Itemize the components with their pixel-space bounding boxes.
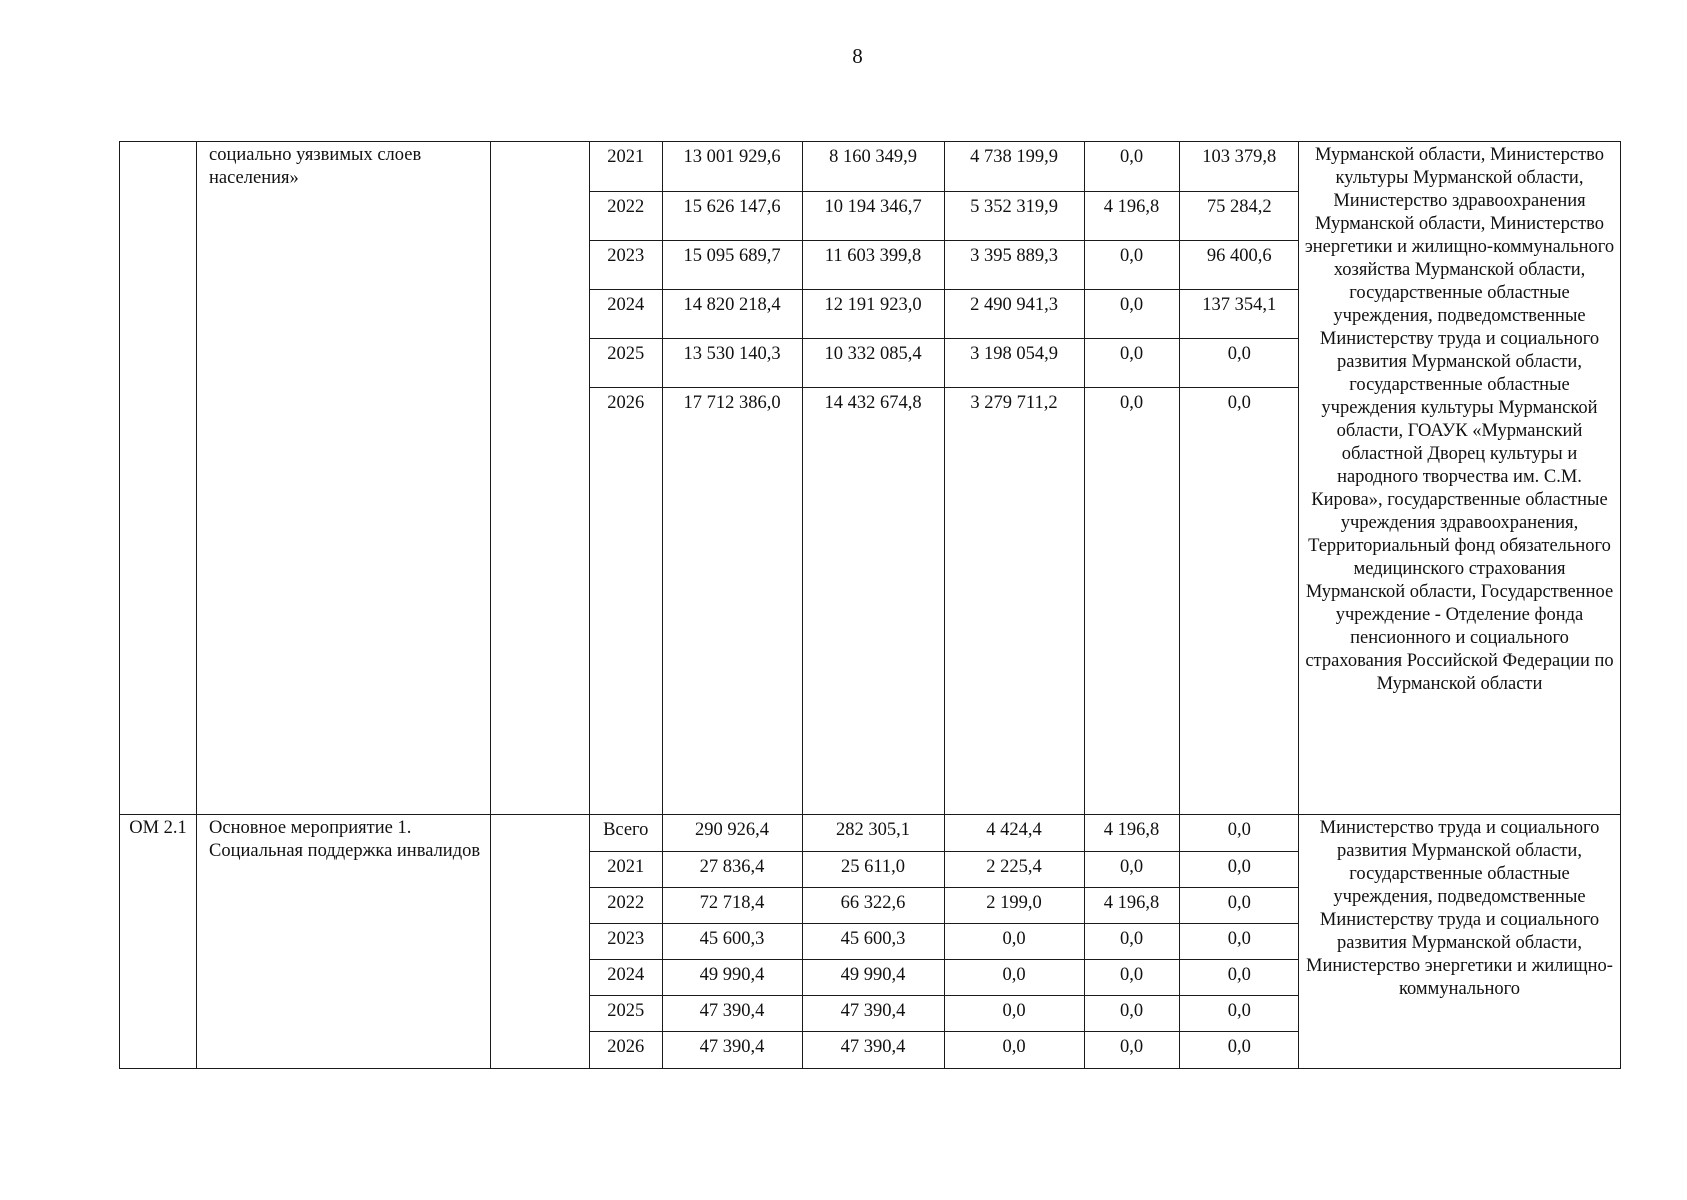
- amount-cell: 0,0: [1084, 1031, 1179, 1068]
- year-cell: 2024: [590, 289, 662, 338]
- amount-cell: 137 354,1: [1179, 289, 1299, 338]
- year-cell: 2026: [590, 1031, 662, 1068]
- amount-cell: 10 332 085,4: [802, 338, 944, 387]
- amount-cell: 11 603 399,8: [802, 240, 944, 289]
- total-cell: 17 712 386,0: [662, 387, 802, 814]
- year-cell: 2025: [590, 338, 662, 387]
- table-row: [590, 240, 1299, 289]
- total-cell: 72 718,4: [662, 887, 802, 923]
- amount-cell: 0,0: [944, 923, 1084, 959]
- amount-cell: 49 990,4: [802, 959, 944, 995]
- amount-cell: 0,0: [1179, 995, 1299, 1031]
- amount-cell: 0,0: [1227, 1036, 1251, 1057]
- amount-cell: 4 196,8: [1084, 887, 1179, 923]
- table-row: [590, 338, 1299, 387]
- financing-block: [590, 815, 1299, 1069]
- amount-cell: 47 390,4: [802, 995, 944, 1031]
- amount-cell: 12 191 923,0: [802, 289, 944, 338]
- amount-cell: 0,0: [1179, 815, 1299, 851]
- year-cell: Всего: [590, 815, 662, 851]
- blank-column-cell: [491, 815, 590, 1069]
- total-cell: 27 836,4: [662, 851, 802, 887]
- amount-cell: 0,0: [1084, 923, 1179, 959]
- amount-cell: 8 160 349,9: [802, 142, 944, 191]
- amount-cell: 96 400,6: [1179, 240, 1299, 289]
- year-cell: 2023: [590, 240, 662, 289]
- section-code: ОМ 2.1: [120, 815, 197, 1069]
- table-row: [590, 289, 1299, 338]
- amount-cell: 4 738 199,9: [944, 142, 1084, 191]
- amount-cell: 10 194 346,7: [802, 191, 944, 240]
- amount-cell: 0,0: [1084, 387, 1179, 814]
- amount-cell: 103 379,8: [1179, 142, 1299, 191]
- total-cell: 13 001 929,6: [662, 142, 802, 191]
- amount-cell: 0,0: [1084, 338, 1179, 387]
- amount-cell: 0,0: [1084, 289, 1179, 338]
- financing-block: [590, 142, 1299, 815]
- section-name: социально уязвимых слоев населения»: [197, 142, 491, 815]
- amount-cell: 0,0: [1179, 959, 1299, 995]
- table-row: [590, 887, 1299, 923]
- table-row: [590, 959, 1299, 995]
- total-cell: 14 820 218,4: [662, 289, 802, 338]
- amount-cell: 2 225,4: [944, 851, 1084, 887]
- table-row: [590, 815, 1299, 851]
- amount-cell: 0,0: [1179, 887, 1299, 923]
- year-cell: 2023: [590, 923, 662, 959]
- amount-cell: 4 424,4: [944, 815, 1084, 851]
- amount-cell: 0,0: [944, 995, 1084, 1031]
- year-cell: 2025: [590, 995, 662, 1031]
- amount-cell: 4 196,8: [1084, 191, 1179, 240]
- executors-cell: Мурманской области, Министерство культуры Мурманской области, Министерство здравоохранения Мурманской области, Министерство энергетики и жилищно-коммунального хозяйства Мурманской области, государственные областные учреждения, подведомственные Министерству труда и социального развития Мурманской области, государственные областные учреждения культуры Мурманской области, ГОАУК «Мурманский областной Дворец культуры и народного творчества им. С.М. Кирова», государственные областные учреждения здравоохранения, Территориальный фонд обязательного медицинского страхования Мурманской области, Государственное учреждение - Отделение фонда пенсионного и социального страхования Российской Федерации по Мурманской области: [1299, 142, 1621, 815]
- total-cell: 290 926,4: [662, 815, 802, 851]
- table-section: [120, 142, 1621, 815]
- amount-cell: 66 322,6: [802, 887, 944, 923]
- year-cell: 2021: [590, 142, 662, 191]
- table-row: [590, 995, 1299, 1031]
- amount-cell: 14 432 674,8: [802, 387, 944, 814]
- total-cell: 13 530 140,3: [662, 338, 802, 387]
- table-section: [120, 815, 1621, 1069]
- amount-cell: 2 199,0: [944, 887, 1084, 923]
- amount-cell: 0,0: [1084, 851, 1179, 887]
- amount-cell: 2 490 941,3: [944, 289, 1084, 338]
- table-row: [590, 1031, 1299, 1068]
- amount-cell: 0,0: [944, 1031, 1084, 1068]
- year-cell: 2026: [590, 387, 662, 814]
- amount-cell: 75 284,2: [1179, 191, 1299, 240]
- table-row: [590, 387, 1299, 814]
- total-cell: 47 390,4: [662, 1031, 802, 1068]
- year-cell: 2022: [590, 191, 662, 240]
- section-name: Основное мероприятие 1. Социальная поддержка инвалидов: [197, 815, 491, 1069]
- amount-cell: 3 198 054,9: [944, 338, 1084, 387]
- amount-cell: 0,0: [1179, 338, 1299, 387]
- amount-cell: 45 600,3: [802, 923, 944, 959]
- table-row: [590, 923, 1299, 959]
- amount-cell: 47 390,4: [802, 1031, 944, 1068]
- amount-cell: 5 352 319,9: [944, 191, 1084, 240]
- amount-cell: 25 611,0: [802, 851, 944, 887]
- total-cell: 47 390,4: [662, 995, 802, 1031]
- amount-cell: 0,0: [1084, 995, 1179, 1031]
- amount-cell: 0,0: [1179, 923, 1299, 959]
- amount-cell: 282 305,1: [802, 815, 944, 851]
- amount-cell: 3 279 711,2: [944, 387, 1084, 814]
- amount-cell: 0,0: [1227, 392, 1251, 413]
- amount-cell: 0,0: [944, 959, 1084, 995]
- program-financing-table: [119, 141, 1621, 1069]
- amount-cell: 0,0: [1084, 959, 1179, 995]
- section-code: [120, 142, 197, 815]
- page-number: 8: [852, 44, 863, 68]
- total-cell: 49 990,4: [662, 959, 802, 995]
- executors-cell: Министерство труда и социального развития Мурманской области, государственные областные учреждения, подведомственные Министерству труда и социального развития Мурманской области, Министерство энергетики и жилищно-коммунального: [1299, 815, 1621, 1069]
- year-cell: 2022: [590, 887, 662, 923]
- amount-cell: 4 196,8: [1084, 815, 1179, 851]
- table-row: [590, 851, 1299, 887]
- table-row: [590, 191, 1299, 240]
- year-cell: 2021: [590, 851, 662, 887]
- amount-cell: 0,0: [1084, 142, 1179, 191]
- financing-subtable: [590, 815, 1299, 1068]
- financing-subtable: [590, 142, 1299, 814]
- blank-column-cell: [491, 142, 590, 815]
- amount-cell: 0,0: [1179, 851, 1299, 887]
- total-cell: 15 626 147,6: [662, 191, 802, 240]
- total-cell: 15 095 689,7: [662, 240, 802, 289]
- table-row: [590, 142, 1299, 191]
- total-cell: 45 600,3: [662, 923, 802, 959]
- amount-cell: 3 395 889,3: [944, 240, 1084, 289]
- amount-cell: 0,0: [1084, 240, 1179, 289]
- year-cell: 2024: [590, 959, 662, 995]
